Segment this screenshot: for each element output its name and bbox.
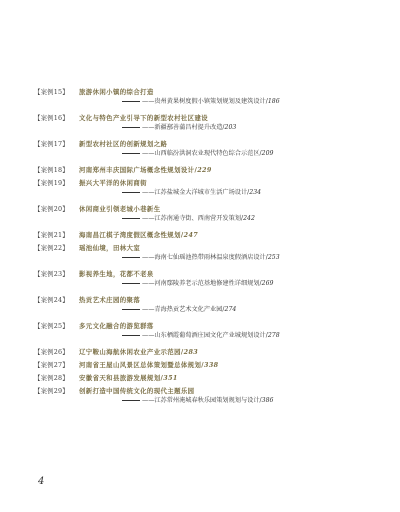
case-subtitle: ——山东栖霞葡萄酒庄园文化产业城规划设计/ — [142, 332, 268, 339]
case-number: 【案例25】 — [34, 322, 69, 330]
toc-entry — [34, 296, 374, 322]
case-subtitle: ——江苏常州淹城春秋乐园策划规划与设计/ — [142, 397, 262, 404]
page-ref: 186 — [267, 98, 280, 105]
toc-entry — [34, 88, 374, 114]
case-number: 【案例15】 — [34, 88, 69, 96]
case-number: 【案例27】 — [34, 361, 69, 369]
toc-entry — [34, 114, 374, 140]
toc-entry — [34, 244, 374, 270]
case-subtitle: ——青海热贡艺术文化产业园/ — [142, 306, 225, 313]
toc-entry — [34, 361, 374, 374]
case-number: 【案例19】 — [34, 179, 69, 187]
case-title: 休闲商业引领老城小巷新生 — [79, 205, 161, 213]
case-number: 【案例16】 — [34, 114, 69, 122]
toc-entry — [34, 387, 374, 413]
case-number: 【案例28】 — [34, 374, 69, 382]
case-subtitle: ——新疆鄯善蒲昌村提升改造/ — [142, 124, 225, 131]
page-ref: 269 — [261, 280, 274, 287]
page-ref: 253 — [267, 254, 280, 261]
page-ref: 247 — [183, 231, 199, 239]
toc-entry — [34, 348, 374, 361]
toc-entry — [34, 140, 374, 166]
case-title: 文化与特色产业引导下的新型农村社区建设 — [79, 114, 209, 122]
case-title: 旅游休闲小镇的综合打造 — [79, 88, 154, 96]
page-ref: 242 — [243, 215, 255, 222]
case-number: 【案例29】 — [34, 387, 69, 395]
case-title: 瑶池仙境，田林大室 — [79, 244, 141, 252]
toc-entry — [34, 270, 374, 296]
case-title: 热贡艺术庄园的聚落 — [79, 296, 141, 304]
case-title: 河南郑州丰庆国际广场概念性规划设计/ — [79, 166, 198, 174]
em-dash — [122, 400, 140, 401]
case-title: 海南昌江棋子湾度假区概念性规划/ — [79, 231, 184, 239]
em-dash — [122, 309, 140, 310]
case-title: 新型农村社区的创新规划之路 — [79, 140, 168, 148]
case-number: 【案例20】 — [34, 205, 69, 213]
case-number: 【案例22】 — [34, 244, 69, 252]
case-number: 【案例17】 — [34, 140, 69, 148]
case-number: 【案例26】 — [34, 348, 69, 356]
case-number: 【案例23】 — [34, 270, 69, 278]
page-number: 4 — [38, 476, 45, 487]
case-number: 【案例21】 — [34, 231, 69, 239]
page-ref: 338 — [203, 361, 219, 369]
page-ref: 351 — [163, 374, 178, 382]
page-ref: 203 — [224, 124, 237, 131]
case-number: 【案例24】 — [34, 296, 69, 304]
case-subtitle: ——贵州黄果树度假小镇策划规划及建筑设计/ — [142, 98, 268, 105]
case-subtitle: ——山西临汾洪洞农业现代特色综合示范区/ — [142, 150, 262, 157]
em-dash — [122, 257, 140, 258]
case-subtitle: ——河南鄢陵养老示范基地修建性详细规划/ — [142, 280, 262, 287]
toc-entry — [34, 166, 374, 179]
em-dash — [122, 101, 140, 102]
page-ref: 209 — [261, 150, 274, 157]
case-title: 河南省王屋山风景区总体策划暨总体规划/ — [79, 361, 204, 369]
case-title: 影视养生地，花都不老泉 — [79, 270, 154, 278]
case-subtitle: ——江苏南通寺街、西南营开发策划/ — [142, 215, 244, 222]
toc-entry — [34, 322, 374, 348]
em-dash — [122, 192, 140, 193]
case-title: 辽宁鞍山海航休闲农业产业示范园/ — [79, 348, 184, 356]
toc-entry — [34, 205, 374, 231]
case-subtitle: ——海南七仙瑶池热带雨林温泉度假酒店设计/ — [142, 254, 268, 261]
toc-entry — [34, 374, 374, 387]
case-title: 创新打造中国传统文化的现代主题乐园 — [79, 387, 195, 395]
case-subtitle: ——江苏盐城金大洋城市生活广场设计/ — [142, 189, 250, 196]
em-dash — [122, 127, 140, 128]
page-ref: 229 — [197, 166, 212, 174]
table-of-contents — [34, 88, 374, 413]
case-title: 安徽省天和县旅游发展规划/ — [79, 374, 164, 382]
em-dash — [122, 153, 140, 154]
em-dash — [122, 218, 140, 219]
page-ref: 283 — [183, 348, 199, 356]
page-ref: 278 — [267, 332, 280, 339]
page-ref: 274 — [224, 306, 237, 313]
case-title: 多元文化融合的游览群落 — [79, 322, 154, 330]
case-number: 【案例18】 — [34, 166, 69, 174]
toc-entry — [34, 231, 374, 244]
em-dash — [122, 283, 140, 284]
page-ref: 386 — [261, 397, 274, 404]
em-dash — [122, 335, 140, 336]
case-title: 振兴大平洋的休闲商街 — [79, 179, 147, 187]
page-ref: 234 — [249, 189, 262, 196]
toc-entry — [34, 179, 374, 205]
